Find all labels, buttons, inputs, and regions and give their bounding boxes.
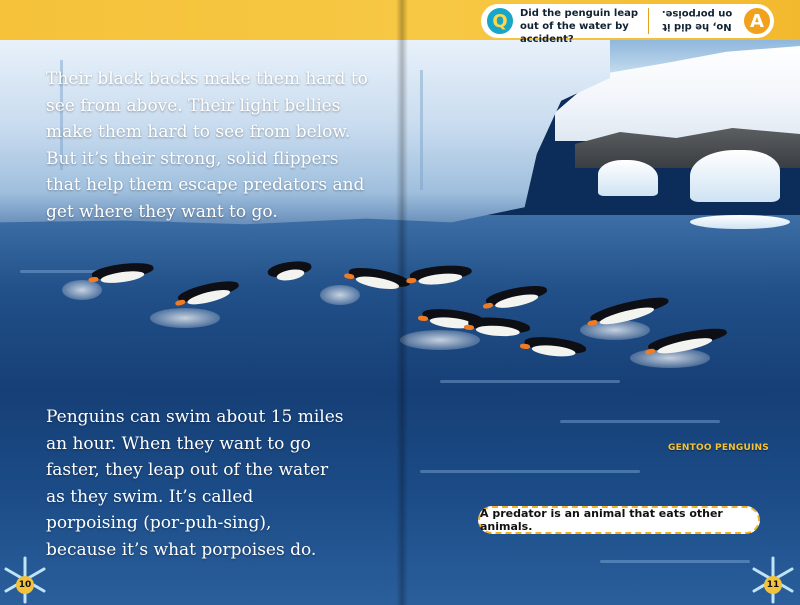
penguin	[467, 316, 530, 340]
ice-floe	[690, 215, 790, 229]
body-paragraph-2: Penguins can swim about 15 miles an hour. When they want to go faster, they leap out of the water as they swim. It’s called porpoising (por-puh-sing), because it’s what porpoises do.	[46, 407, 344, 560]
qa-divider	[648, 8, 649, 34]
question-badge: Q	[485, 6, 515, 36]
page-number-left: 10	[16, 576, 34, 594]
ripple	[560, 420, 720, 423]
answer-badge: A	[742, 6, 772, 36]
ripple	[440, 380, 620, 383]
joke-answer-upside-down: No, he did it on porpoise.	[661, 8, 733, 32]
splash	[320, 285, 360, 305]
definition-box: A predator is an animal that eats other animals.	[478, 506, 760, 534]
ice-crack	[420, 70, 423, 190]
photo-caption: GENTOO PENGUINS	[668, 443, 769, 453]
iceberg	[598, 160, 658, 196]
iceberg	[690, 150, 780, 202]
body-paragraph-1: Their black backs make them hard to see from above. Their light bellies make them hard to see from below. But it’s their strong, solid flippers that help them escape predators and get where they want to go.	[46, 69, 368, 222]
joke-question: Did the penguin leap out of the water by accident?	[520, 8, 639, 45]
splash	[150, 308, 220, 328]
page-number-right: 11	[764, 576, 782, 594]
book-gutter	[396, 0, 408, 605]
ripple	[600, 560, 750, 563]
ripple	[420, 470, 640, 473]
